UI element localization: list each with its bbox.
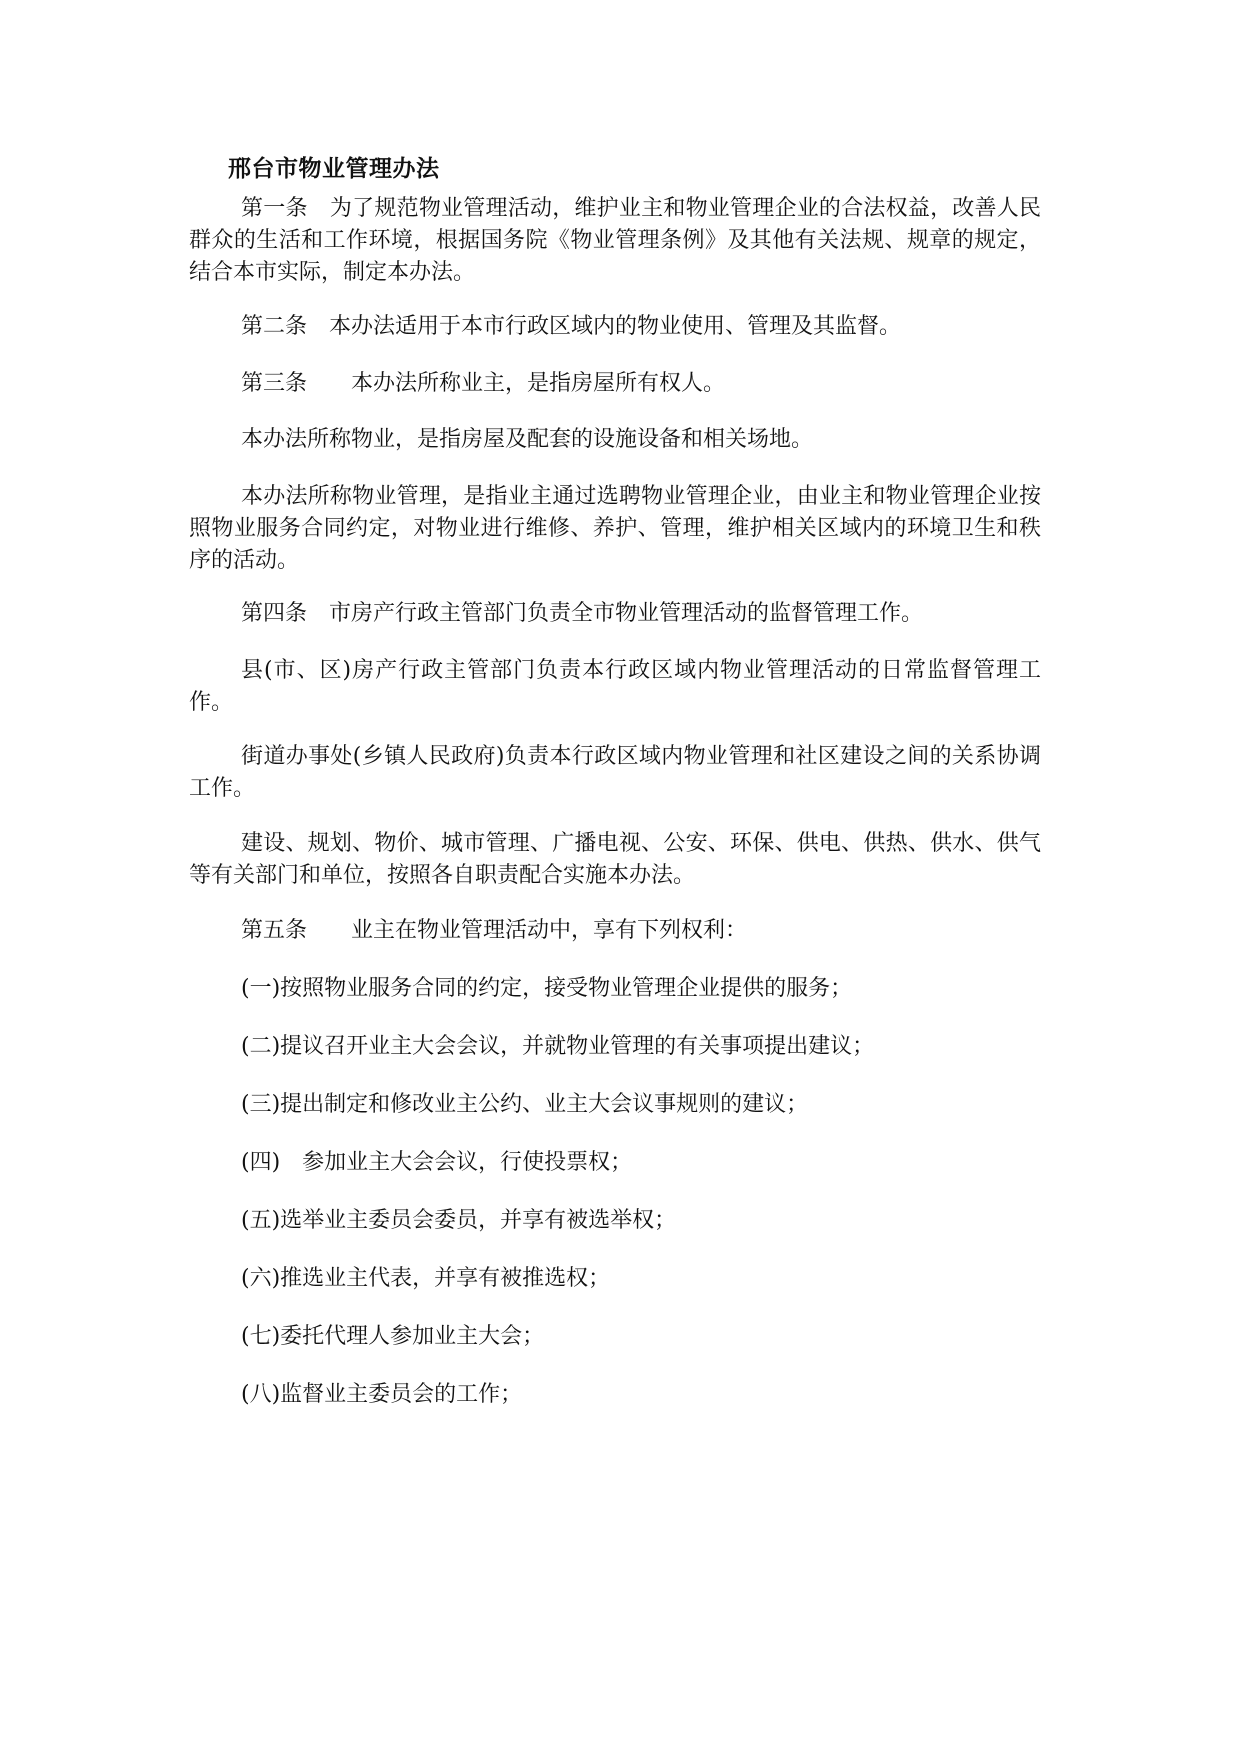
article-4-county-duties: 县(市、区)房产行政主管部门负责本行政区域内物业管理活动的日常监督管理工作。 bbox=[189, 658, 1041, 715]
article-3-property-definition: 本办法所称物业，是指房屋及配套的设施设备和相关场地。 bbox=[241, 427, 814, 452]
owner-right-item-6: (六)推选业主代表，并享有被推选权； bbox=[241, 1266, 611, 1291]
owner-right-item-1: (一)按照物业服务合同的约定，接受物业管理企业提供的服务； bbox=[241, 976, 853, 1001]
owner-right-item-3: (三)提出制定和修改业主公约、业主大会议事规则的建议； bbox=[241, 1092, 809, 1117]
article-4-street-office-duties: 街道办事处(乡镇人民政府)负责本行政区域内物业管理和社区建设之间的关系协调工作。 bbox=[189, 744, 1041, 801]
document-title: 邢台市物业管理办法 bbox=[228, 155, 440, 182]
owner-right-item-5: (五)选举业主委员会委员，并享有被选举权； bbox=[241, 1208, 677, 1233]
owner-right-item-4: (四) 参加业主大会会议，行使投票权； bbox=[241, 1150, 633, 1175]
owner-right-item-2: (二)提议召开业主大会会议，并就物业管理的有关事项提出建议； bbox=[241, 1034, 875, 1059]
article-5: 第五条 业主在物业管理活动中，享有下列权利： bbox=[241, 918, 748, 943]
article-1: 第一条 为了规范物业管理活动，维护业主和物业管理企业的合法权益，改善人民群众的生活和工作环境，根据国务院《物业管理条例》及其他有关法规、规章的规定，结合本市实际，制定本办法。 bbox=[189, 196, 1041, 285]
article-4: 第四条 市房产行政主管部门负责全市物业管理活动的监督管理工作。 bbox=[241, 601, 924, 626]
article-3-management-definition: 本办法所称物业管理，是指业主通过选聘物业管理企业，由业主和物业管理企业按照物业服务合同约定，对物业进行维修、养护、管理，维护相关区域内的环境卫生和秩序的活动。 bbox=[189, 484, 1041, 573]
owner-right-item-7: (七)委托代理人参加业主大会； bbox=[241, 1324, 545, 1349]
article-4-departments-duties: 建设、规划、物价、城市管理、广播电视、公安、环保、供电、供热、供水、供气等有关部门和单位，按照各自职责配合实施本办法。 bbox=[189, 831, 1041, 888]
article-2: 第二条 本办法适用于本市行政区域内的物业使用、管理及其监督。 bbox=[241, 314, 902, 339]
owner-right-item-8: (八)监督业主委员会的工作； bbox=[241, 1382, 523, 1407]
article-3: 第三条 本办法所称业主，是指房屋所有权人。 bbox=[241, 371, 726, 396]
